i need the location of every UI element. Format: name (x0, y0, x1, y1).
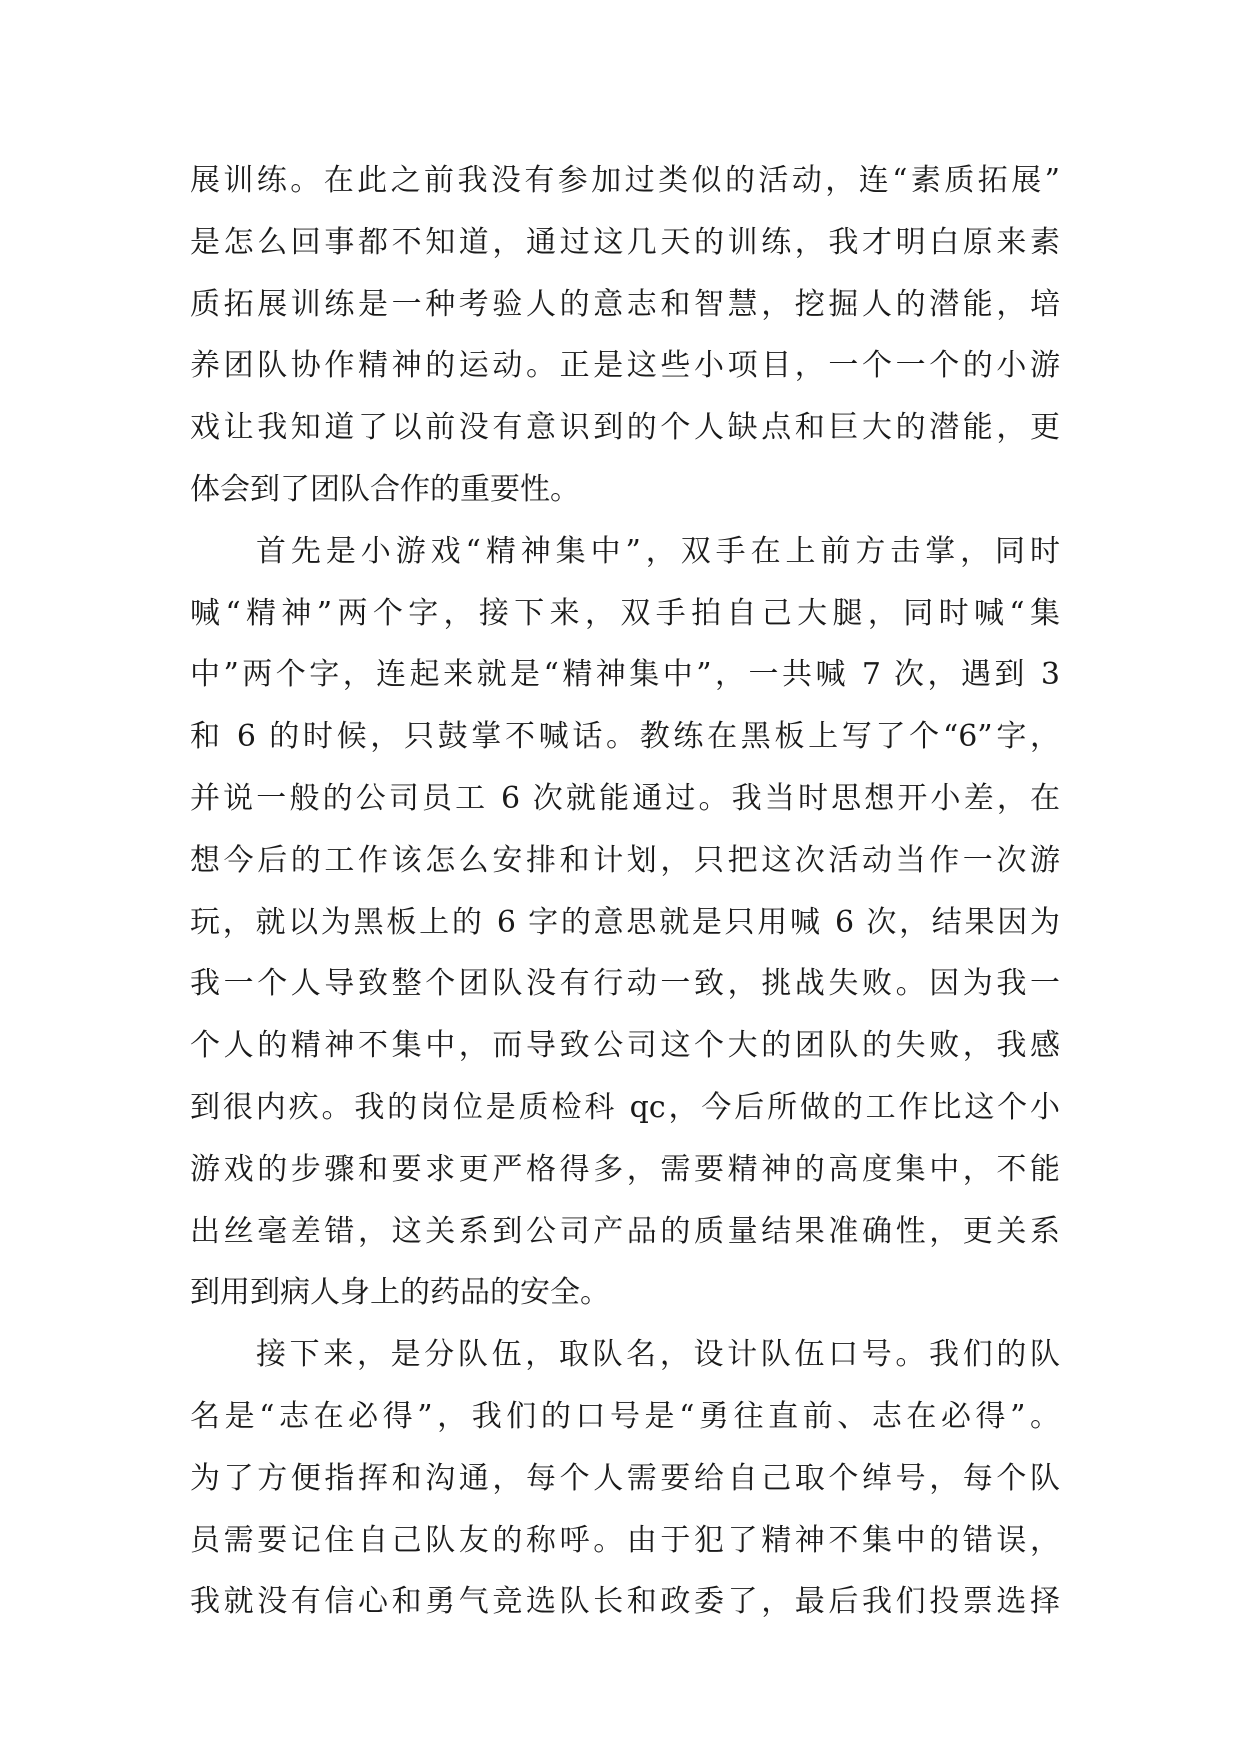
text-line: 并说一般的公司员工 6 次就能通过。我当时思想开小差，在 (190, 780, 1060, 816)
text-line: 到很内疚。我的岗位是质检科 qc，今后所做的工作比这个小 (190, 1089, 1060, 1125)
text-line: 质拓展训练是一种考验人的意志和智慧，挖掘人的潜能，培 (190, 286, 1060, 322)
text-line: 是怎么回事都不知道，通过这几天的训练，我才明白原来素 (190, 224, 1060, 260)
text-line: 玩，就以为黑板上的 6 字的意思就是只用喊 6 次，结果因为 (190, 904, 1060, 940)
text-line: 我就没有信心和勇气竞选队长和政委了，最后我们投票选择 (190, 1584, 1060, 1620)
text-line: 和 6 的时候，只鼓掌不喊话。教练在黑板上写了个“6”字， (190, 719, 1060, 755)
paragraph-start-line: 首先是小游戏“精神集中”，双手在上前方击掌，同时 (256, 533, 1060, 569)
text-line: 我一个人导致整个团队没有行动一致，挑战失败。因为我一 (190, 966, 1060, 1002)
text-line: 展训练。在此之前我没有参加过类似的活动，连“素质拓展” (190, 163, 1060, 198)
text-line: 喊“精神”两个字，接下来，双手拍自己大腿，同时喊“集 (190, 595, 1060, 631)
text-line: 员需要记住自己队友的称呼。由于犯了精神不集中的错误， (190, 1522, 1060, 1558)
text-line: 为了方便指挥和沟通，每个人需要给自己取个绰号，每个队 (190, 1460, 1060, 1496)
text-line: 想今后的工作该怎么安排和计划，只把这次活动当作一次游 (190, 842, 1060, 878)
text-line: 戏让我知道了以前没有意识到的个人缺点和巨大的潜能，更 (190, 410, 1060, 446)
text-line: 出丝毫差错，这关系到公司产品的质量结果准确性，更关系 (190, 1213, 1060, 1249)
text-line: 个人的精神不集中，而导致公司这个大的团队的失败，我感 (190, 1028, 1060, 1064)
text-line: 养团队协作精神的运动。正是这些小项目，一个一个的小游 (190, 348, 1060, 384)
paragraph-start-line: 接下来，是分队伍，取队名，设计队伍口号。我们的队 (256, 1337, 1060, 1373)
text-line: 体会到了团队合作的重要性。 (190, 471, 580, 507)
body-text (190, 150, 1060, 1633)
text-line: 游戏的步骤和要求更严格得多，需要精神的高度集中，不能 (190, 1151, 1060, 1187)
text-line: 名是“志在必得”，我们的口号是“勇往直前、志在必得”。 (190, 1398, 1060, 1434)
text-line: 中”两个字，连起来就是“精神集中”，一共喊 7 次，遇到 3 (190, 657, 1060, 693)
text-line: 到用到病人身上的药品的安全。 (190, 1275, 610, 1311)
